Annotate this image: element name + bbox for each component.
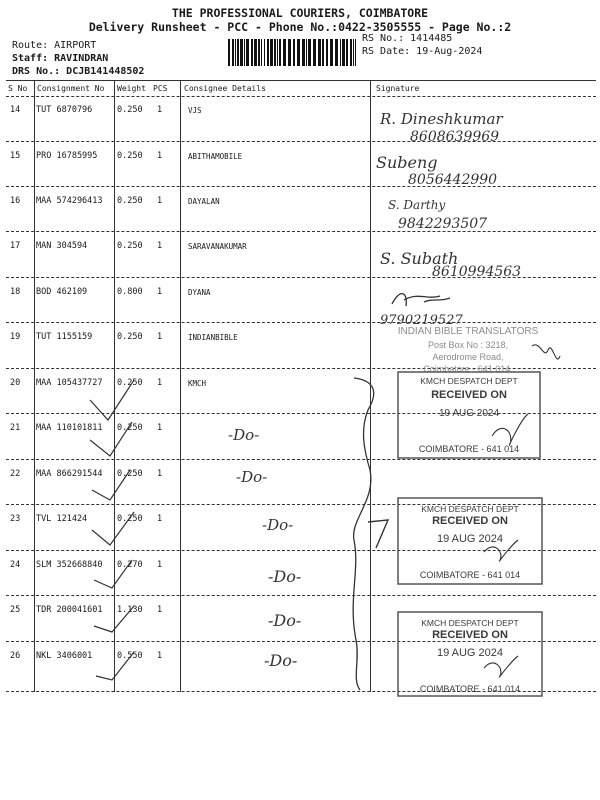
row-sno: 16 [10,196,21,206]
barcode-bar [240,39,243,66]
company-title: THE PROFESSIONAL COURIERS, COIMBATORE [171,6,429,20]
row-sno: 24 [10,560,21,570]
row-rule [6,641,596,642]
barcode-bar [322,39,324,66]
rs-date: RS Date: 19-Aug-2024 [362,46,483,57]
ditto-row-22: -Do- [236,468,268,486]
row-pcs: 1 [157,605,163,615]
row-consignee: DYANA [188,288,211,297]
row-consignment: MAA 866291544 [36,469,103,479]
barcode-bar [342,39,345,66]
phone-row-16: 9842293507 [398,216,488,232]
barcode-bar [261,39,262,66]
barcode-bar [270,39,273,66]
row-consignment: TUT 1155159 [36,332,93,342]
col-consignee: Consignee Details [184,84,266,93]
col-divider [180,80,181,692]
row-consignment: NKL 3406001 [36,651,93,661]
row-weight: 0.250 [117,151,143,161]
row-rule [6,550,596,551]
row-consignment: SLM 352668840 [36,560,103,570]
row-consignment: MAA 110101811 [36,423,103,433]
row-consignment: TUT 6870796 [36,105,93,115]
number-mark [368,520,388,548]
row-weight: 0.250 [117,241,143,251]
row-consignee: SARAVANAKUMAR [188,242,247,251]
kmch-stamp-2-border [398,498,542,584]
row-sno: 26 [10,651,21,661]
row-weight: 0.250 [117,469,143,479]
barcode-bar [279,39,281,66]
row-sno: 18 [10,287,21,297]
barcode-bar [244,39,245,66]
header-bottom-rule [6,96,596,97]
row-pcs: 1 [157,241,163,251]
kmch-stamp-2-received: RECEIVED ON [432,515,508,527]
kmch-stamp-3-received: RECEIVED ON [432,629,508,641]
phone-row-14: 8608639969 [410,129,500,145]
kmch-stamp-1-date: 19 AUG 2024 [438,408,500,419]
row-rule [6,691,596,692]
kmch-stamp-2-date: 19 AUG 2024 [436,533,504,545]
row-consignee: KMCH [188,379,207,388]
signature-row-17: S. Subath [380,249,459,268]
barcode [228,39,356,66]
signature-row-16: S. Darthy [388,198,446,212]
kmch-stamp-2 [398,498,542,584]
row-pcs: 1 [157,469,163,479]
phone-row-17: 8610994563 [432,264,522,280]
row-weight: 0.550 [117,651,143,661]
bible-stamp [398,326,539,374]
row-consignment: TVL 121424 [36,514,88,524]
bible-stamp-line3: Aerodrome Road, [432,352,504,362]
runsheet-subtitle: Delivery Runsheet - PCC - Phone No.:0422-3505555 - Page No.:2 [88,20,512,34]
barcode-bar [246,39,249,66]
row-rule [6,141,596,142]
rs-number: RS No.: 1414485 [362,33,453,44]
barcode-bar [237,39,239,66]
row-consignment: MAA 574296413 [36,196,103,206]
row-pcs: 1 [157,105,163,115]
row-rule [6,504,596,505]
barcode-bar [318,39,321,66]
phone-row-15: 8056442990 [408,172,498,188]
row-consignment: BOD 462109 [36,287,88,297]
row-consignee: VJS [188,106,202,115]
row-sno: 17 [10,241,21,251]
header-top-rule [6,80,596,81]
barcode-bar [277,39,278,66]
barcode-bar [293,39,295,66]
row-pcs: 1 [157,651,163,661]
row-rule [6,322,596,323]
barcode-bar [308,39,311,66]
barcode-bar [346,39,348,66]
barcode-bar [251,39,253,66]
kmch-stamp-2-title: KMCH DESPATCH DEPT [421,504,519,514]
row-rule [6,413,596,414]
row-sno: 15 [10,151,21,161]
barcode-bar [326,39,328,66]
col-divider [34,80,35,692]
col-pcs: PCS [153,84,168,93]
barcode-bar [288,39,291,66]
barcode-bar [313,39,316,66]
ditto-row-26: -Do- [264,651,298,670]
barcode-bar [274,39,276,66]
barcode-bar [306,39,307,66]
row-sno: 23 [10,514,21,524]
row-weight: 1.130 [117,605,143,615]
row-consignment: MAN 304594 [36,241,88,251]
row-weight: 0.270 [117,560,143,570]
bible-stamp-line1: INDIAN BIBLE TRANSLATORS [397,326,539,337]
row-pcs: 1 [157,196,163,206]
row-consignment: TDR 200041601 [36,605,103,615]
col-weight: Weight [117,84,146,93]
row-pcs: 1 [157,151,163,161]
bible-stamp-line4: Coimbatore - 641 014. [423,364,513,374]
col-divider [370,80,371,692]
barcode-bar [232,39,234,66]
row-weight: 0.250 [117,332,143,342]
row-sno: 14 [10,105,21,115]
ditto-row-21: -Do- [228,426,260,444]
kmch-stamp-1 [398,372,540,458]
barcode-bar [283,39,286,66]
barcode-bar [340,39,341,66]
row-consignment: MAA 105437727 [36,378,103,388]
barcode-bar [235,39,236,66]
kmch-stamp-2-city: COIMBATORE - 641 014 [419,570,521,580]
row-rule [6,368,596,369]
barcode-bar [335,39,338,66]
barcode-bar [302,39,305,66]
row-weight: 0.250 [117,105,143,115]
barcode-bar [264,39,265,66]
kmch-stamp-1-title: KMCH DESPATCH DEPT [420,376,518,386]
row-sno: 21 [10,423,21,433]
phone-row-18: 9790219527 [380,313,463,328]
row-weight: 0.250 [117,423,143,433]
row-pcs: 1 [157,332,163,342]
row-sno: 19 [10,332,21,342]
col-divider [114,80,115,692]
stamp-signatures [484,345,560,677]
row-rule [6,231,596,232]
kmch-stamp-1-received: RECEIVED ON [431,389,507,401]
barcode-bar [355,39,356,66]
row-consignee: ABITHAMOBILE [188,152,243,161]
kmch-stamp-3-border [398,612,542,696]
bible-stamp-line2: Post Box No : 3218, [427,340,509,350]
kmch-stamp-3-title: KMCH DESPATCH DEPT [421,618,519,628]
route-label: Route: AIRPORT [12,40,97,51]
col-consignment: Consignment No [37,84,105,93]
row-pcs: 1 [157,378,163,388]
row-weight: 0.250 [117,196,143,206]
row-sno: 25 [10,605,21,615]
kmch-stamp-1-border [398,372,540,458]
kmch-stamp-3-date: 19 AUG 2024 [436,647,504,659]
row-sno: 20 [10,378,21,388]
row-weight: 0.250 [117,378,143,388]
signature-row-15: Subeng [376,153,438,172]
row-rule [6,186,596,187]
barcode-bar [350,39,352,66]
row-weight: 0.250 [117,514,143,524]
barcode-bar [297,39,300,66]
barcode-bar [267,39,269,66]
staff-label: Staff: RAVINDRAN [12,53,109,64]
barcode-bar [258,39,260,66]
row-pcs: 1 [157,287,163,297]
row-consignee: INDIANBIBLE [188,333,238,342]
barcode-bar [254,39,257,66]
ditto-row-25: -Do- [268,611,302,630]
row-weight: 0.800 [117,287,143,297]
drs-number: DRS No.: DCJB141448502 [12,66,145,77]
row-pcs: 1 [157,560,163,570]
kmch-stamp-3 [398,612,542,696]
row-pcs: 1 [157,423,163,433]
ditto-row-24: -Do- [268,567,302,586]
col-sno: S No [8,84,28,93]
row-pcs: 1 [157,514,163,524]
row-rule [6,277,596,278]
kmch-stamp-3-city: COIMBATORE - 641 014 [419,684,521,694]
row-consignee: DAYALAN [188,197,220,206]
barcode-bar [330,39,333,66]
barcode-bar [228,39,230,66]
signature-row-14: R. Dineshkumar [380,110,503,128]
col-signature: Signature [376,84,420,93]
row-consignment: PRO 16785995 [36,151,98,161]
kmch-stamp-1-city: COIMBATORE - 641 014 [418,444,520,454]
row-sno: 22 [10,469,21,479]
row-rule [6,459,596,460]
ditto-row-23: -Do- [262,516,294,534]
signature-row-18-scribble [392,294,450,306]
row-rule [6,595,596,596]
barcode-bar [353,39,354,66]
